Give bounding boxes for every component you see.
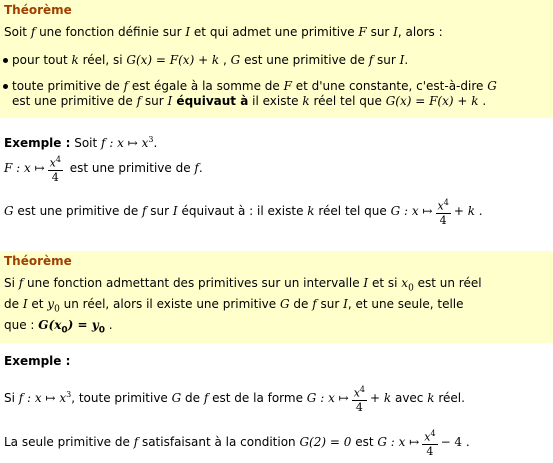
fraction: $\frac{x^4}{4}$ bbox=[424, 429, 436, 458]
bullet-icon bbox=[3, 58, 8, 63]
example-1-line-1: Exemple : Soit f : x ↦ $x^3$. bbox=[4, 135, 158, 150]
theorem-2-line-1: Si f une fonction admettant des primitives sur un intervalle I et si $x_0$ est un réel bbox=[4, 276, 482, 294]
theorem-1-box bbox=[0, 0, 553, 118]
example-2-line-2: La seule primitive de f satisfaisant à la condition G(2) = 0 est G : x ↦ $\frac{x^4}{4}$ − 4 . bbox=[4, 429, 470, 458]
example-1-line-2: F : x ↦ $\frac{x^4}{4}$ est une primitive de f. bbox=[4, 155, 203, 184]
theorem-1-title: Théorème bbox=[4, 3, 72, 17]
fraction: $\frac{x^4}{4}$ bbox=[437, 198, 449, 227]
example-2-label: Exemple : bbox=[4, 354, 71, 368]
theorem-2-line-3: que : $G(x_0) = y_0$ . bbox=[4, 318, 113, 336]
theorem-1-bullet-1: pour tout k réel, si G(x) = F(x) + k , G est une primitive de f sur I. bbox=[3, 53, 408, 68]
theorem-2-title: Théorème bbox=[4, 254, 72, 268]
bullet-icon bbox=[3, 84, 8, 89]
theorem-2-box bbox=[0, 251, 553, 343]
fraction: $\frac{x^4}{4}$ bbox=[353, 385, 366, 414]
example-1-line-3: G est une primitive de f sur I équivaut à : il existe k réel tel que G : x ↦ $\frac{x^4}{4}$ + k . bbox=[4, 198, 483, 227]
example-2-line-1: Si f : x ↦ $x^3$, toute primitive G de f est de la forme G : x ↦ $\frac{x^4}{4}$ + k avec k réel. bbox=[4, 385, 465, 414]
theorem-1-bullet-2-cont: est une primitive de f sur I équivaut à il existe k réel tel que G(x) = F(x) + k . bbox=[12, 94, 487, 108]
theorem-1-bullet-2: toute primitive de f est égale à la somme de F et d'une constante, c'est-à-dire G bbox=[3, 79, 497, 94]
fraction: $\frac{x^4}{4}$ bbox=[49, 155, 61, 184]
theorem-2-line-2: de I et $y_0$ un réel, alors il existe une primitive G de f sur I, et une seule, telle bbox=[4, 297, 464, 315]
example-1-label: Exemple : bbox=[4, 136, 71, 150]
theorem-1-intro: Soit f une fonction définie sur I et qui admet une primitive F sur I, alors : bbox=[4, 25, 443, 39]
